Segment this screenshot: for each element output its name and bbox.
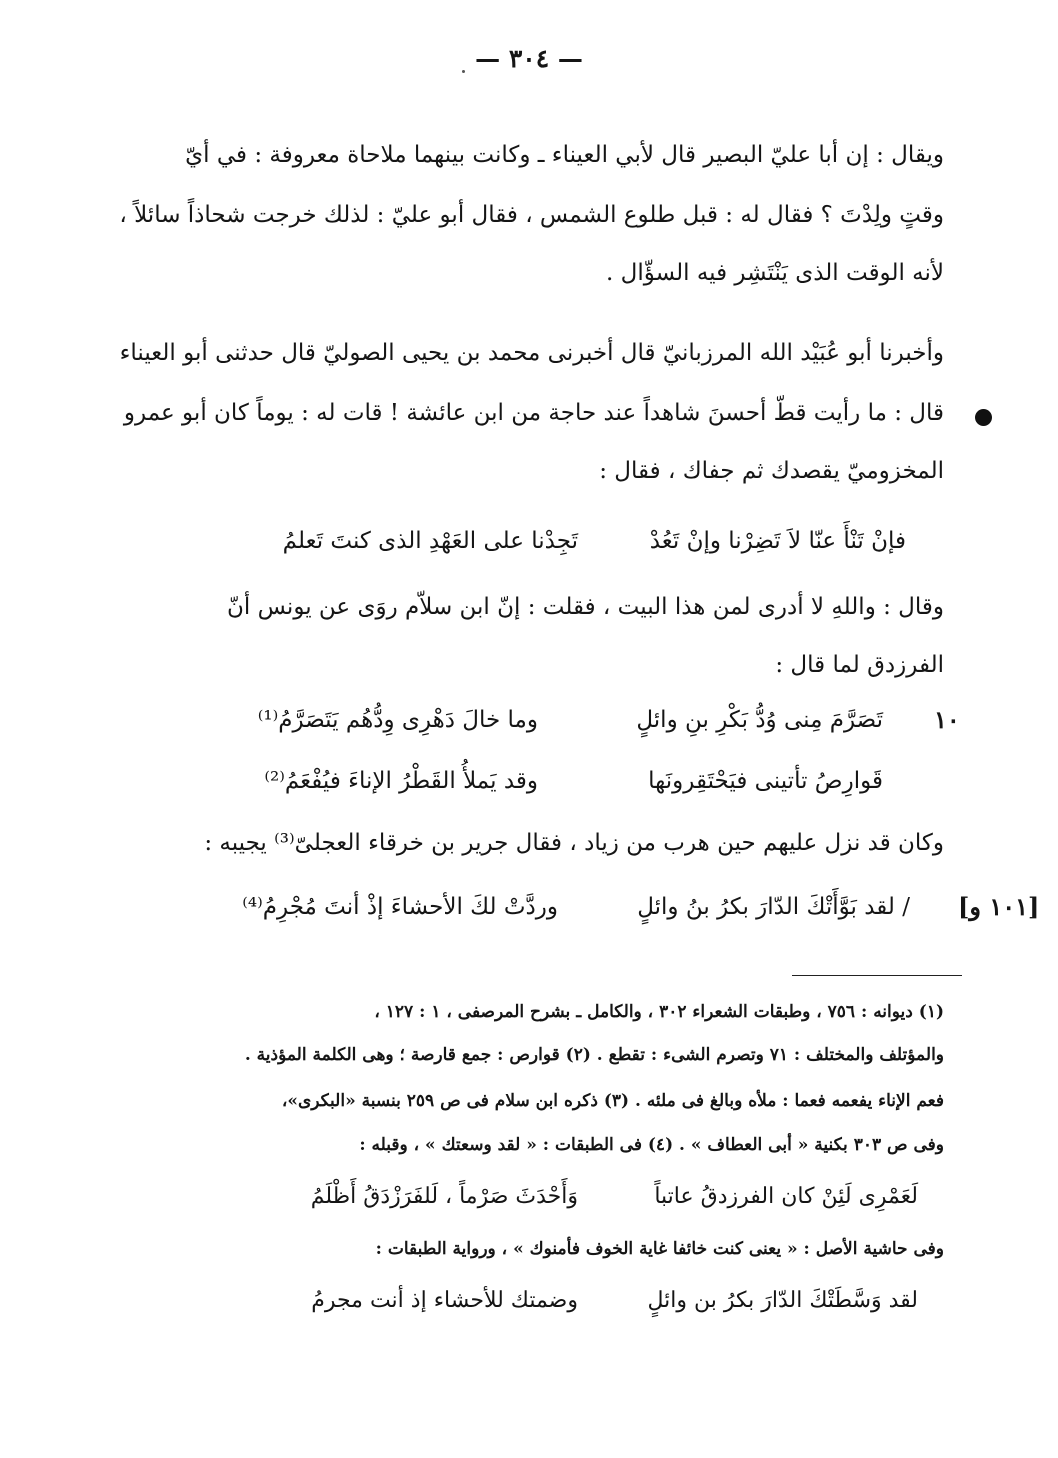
paragraph-2-line-1: وأخبرنا أبو عُبَيْد الله المرزبانيّ قال أخبرنى محمد بن يحيى الصوليّ قال حدثنى أبو العيناء — [119, 340, 944, 366]
line-number-marker: ١٠ — [934, 705, 960, 734]
paragraph-1-line-3: لأنه الوقت الذى يَنْتَشِر فيه السؤّال . — [605, 260, 944, 286]
bullet-mark — [975, 409, 992, 426]
page-number: — ٣٠٤ — — [475, 44, 583, 73]
paragraph-3-line-1: وقال : واللهِ لا أدرى لمن هذا البيت ، فقلت : إنّ ابن سلاّم روَى عن يونس أنّ — [227, 594, 944, 620]
footnote-verse-1-first-hemistich: لَعَمْرِى لَئِنْ كان الفرزدقُ عاتباً — [654, 1184, 918, 1209]
footnote-line-4: وفى ص ٣٠٣ بكنية « أبى العطاف » . (٤) فى الطبقات : « لقد وسعتك » ، وقبله : — [359, 1135, 944, 1155]
footnote-verse-1-second-hemistich: وَأَحْدَثَ صَرْماً ، لَلفَرَزْدَقُ أَظْلَمُ — [310, 1184, 578, 1209]
footnote-line-5: وفى حاشية الأصل : « يعنى كنت خائفا غاية الخوف فأمنوك » ، ورواية الطبقات : — [375, 1239, 944, 1259]
footnote-line-1: (١) ديوانه : ٧٥٦ ، وطبقات الشعراء ٣٠٢ ، والكامل ـ بشرح المرصفى ، ١ : ١٢٧ ، — [374, 1002, 944, 1022]
paragraph-1-line-2: وقتٍ ولِدْتَ ؟ فقال له : قبل طلوع الشمس ، فقال أبو عليّ : لذلك خرجت شحاذاً سائلاً ، — [119, 202, 944, 228]
verse-1-first-hemistich: فإنْ تَنْأَ عنّا لاَ تَضِرْنا وإنْ تَعُدْ — [649, 528, 906, 554]
paragraph-4-line-1: وكان قد نزل عليهم حين هرب من زياد ، فقال جرير بن خرقاء العجلىّ⁽³⁾ يجيبه : — [204, 830, 944, 856]
verse-3-first-hemistich: قَوارِصُ تأتينى فيَحْتَقِرونَها — [648, 768, 883, 794]
footnote-line-2: والمؤتلف والمختلف : ٧١ وتصرم الشىء : تقطع . (٢) قوارص : جمع قارصة ؛ وهى الكلمة المؤذية . — [244, 1045, 944, 1065]
ink-speck — [462, 70, 465, 73]
footnote-verse-2-second-hemistich: وضمتك للأحشاء إذ أنت مجرمُ — [311, 1288, 578, 1313]
verse-3-second-hemistich: وقد يَملأُ القَطْرُ الإناءَ فيُفْعَمُ⁽²⁾ — [264, 768, 538, 794]
paragraph-3-line-2: الفرزدق لما قال : — [775, 652, 944, 678]
footnote-line-3: فعم الإناء يفعمه فعما : ملأه وبالغ فى ملئه . (٣) ذكره ابن سلام فى ص ٢٥٩ بنسبة «البكرى»، — [281, 1091, 944, 1111]
verse-1-second-hemistich: تَجِدْنا على العَهْدِ الذى كنتَ تَعلمُ — [282, 528, 578, 554]
footnote-verse-2-first-hemistich: لقد وَسَّطَتْكَ الدّارَ بكرُ بن وائلٍ — [647, 1288, 918, 1313]
paragraph-1-line-1: ويقال : إن أبا عليّ البصير قال لأبي العيناء ـ وكانت بينهما ملاحاة معروفة : في أيّ — [185, 142, 944, 168]
margin-folio-reference: [١٠١ و] — [958, 892, 1040, 921]
footnote-separator — [792, 975, 962, 976]
verse-2-first-hemistich: تَصَرَّمَ مِنى وُدُّ بَكْرِ بنِ وائلٍ — [636, 707, 883, 733]
paragraph-2-line-3: المخزوميّ يقصدك ثم جفاك ، فقال : — [599, 458, 944, 484]
verse-4-second-hemistich: وردَّتْ لكَ الأحشاءَ إذْ أنتَ مُجْرِمُ⁽⁴⁾ — [242, 894, 558, 920]
verse-2-second-hemistich: وما خالَ دَهْرِى وِدُّهُم يَتَصَرَّمُ⁽¹⁾ — [257, 707, 538, 733]
verse-4-first-hemistich: / لقد بَوَّأَتْكَ الدّارَ بكرُ بنُ وائلٍ — [637, 894, 910, 920]
paragraph-2-line-2: قال : ما رأيت قطّ أحسنَ شاهداً عند حاجة من ابن عائشة ! قات له : يوماً كان أبو عمرو — [123, 400, 944, 426]
